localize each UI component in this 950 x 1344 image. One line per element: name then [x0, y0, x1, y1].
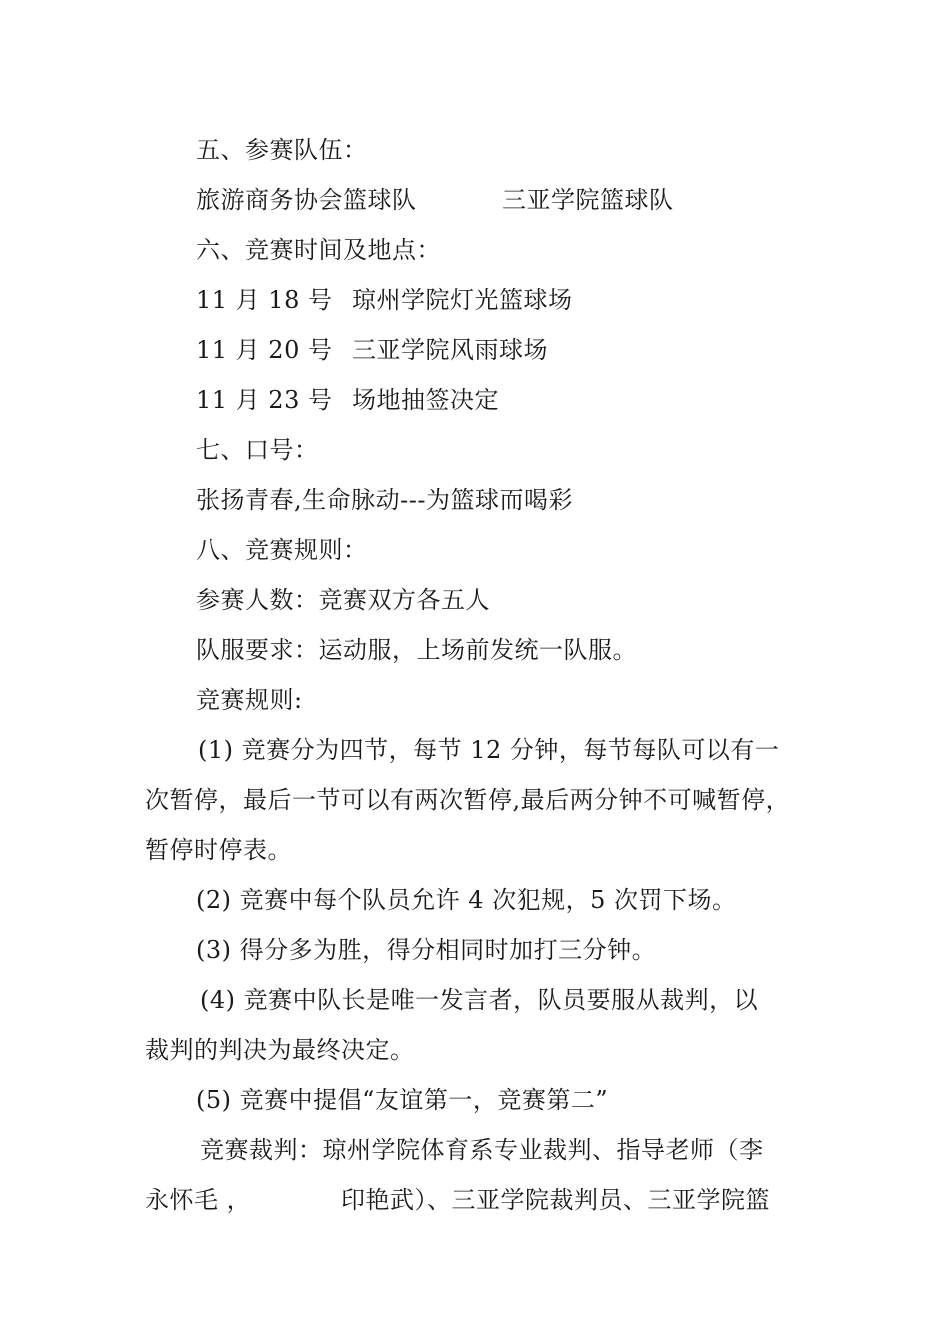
rule-4-line-1: (4) 竞赛中队长是唯一发言者，队员要服从裁判，以	[200, 986, 759, 1014]
team-1: 旅游商务协会篮球队	[196, 186, 417, 214]
rule-1-line-2: 次暂停，最后一节可以有两次暂停,最后两分钟不可喊暂停，	[145, 786, 791, 814]
uniform-rule: 队服要求：运动服，上场前发统一队服。	[196, 636, 637, 664]
section-7-heading: 七、口号：	[196, 436, 319, 464]
schedule-row	[196, 334, 548, 366]
rule-2: (2) 竞赛中每个队员允许 4 次犯规，5 次罚下场。	[196, 886, 737, 914]
schedule-date: 11 月 18 号	[196, 286, 333, 314]
schedule-place: 琼州学院灯光篮球场	[352, 286, 573, 314]
team-2: 三亚学院篮球队	[502, 186, 674, 214]
rule-4-line-2: 裁判的判决为最终决定。	[145, 1036, 415, 1064]
schedule-date: 11 月 23 号	[196, 386, 333, 414]
section-5-heading: 五、参赛队伍：	[196, 136, 368, 164]
section-8-heading: 八、竞赛规则：	[196, 536, 368, 564]
rule-5: (5) 竞赛中提倡“友谊第一，竞赛第二”	[196, 1086, 609, 1114]
referee-line-1: 竞赛裁判：琼州学院体育系专业裁判、指导老师（李	[200, 1136, 764, 1164]
players-rule: 参赛人数：竞赛双方各五人	[196, 586, 490, 614]
rule-3: (3) 得分多为胜，得分相同时加打三分钟。	[196, 936, 657, 964]
referee-name-rest: 印艳武）、三亚学院裁判员、三亚学院篮	[341, 1186, 770, 1214]
schedule-row	[196, 284, 573, 316]
rules-heading: 竞赛规则:	[196, 686, 303, 714]
rule-1-line-3: 暂停时停表。	[145, 836, 292, 864]
schedule-date: 11 月 20 号	[196, 336, 333, 364]
referee-line-2	[145, 1184, 770, 1216]
schedule-place: 场地抽签决定	[352, 386, 499, 414]
schedule-row	[196, 384, 499, 416]
slogan: 张扬青春,生命脉动---为篮球而喝彩	[196, 486, 573, 514]
schedule-place: 三亚学院风雨球场	[352, 336, 548, 364]
rule-1-line-1: (1) 竞赛分为四节，每节 12 分钟，每节每队可以有一	[198, 736, 780, 764]
referee-name-part: 永怀毛 ，	[145, 1186, 252, 1214]
section-6-heading: 六、竞赛时间及地点：	[196, 236, 441, 264]
teams-line	[196, 184, 674, 216]
